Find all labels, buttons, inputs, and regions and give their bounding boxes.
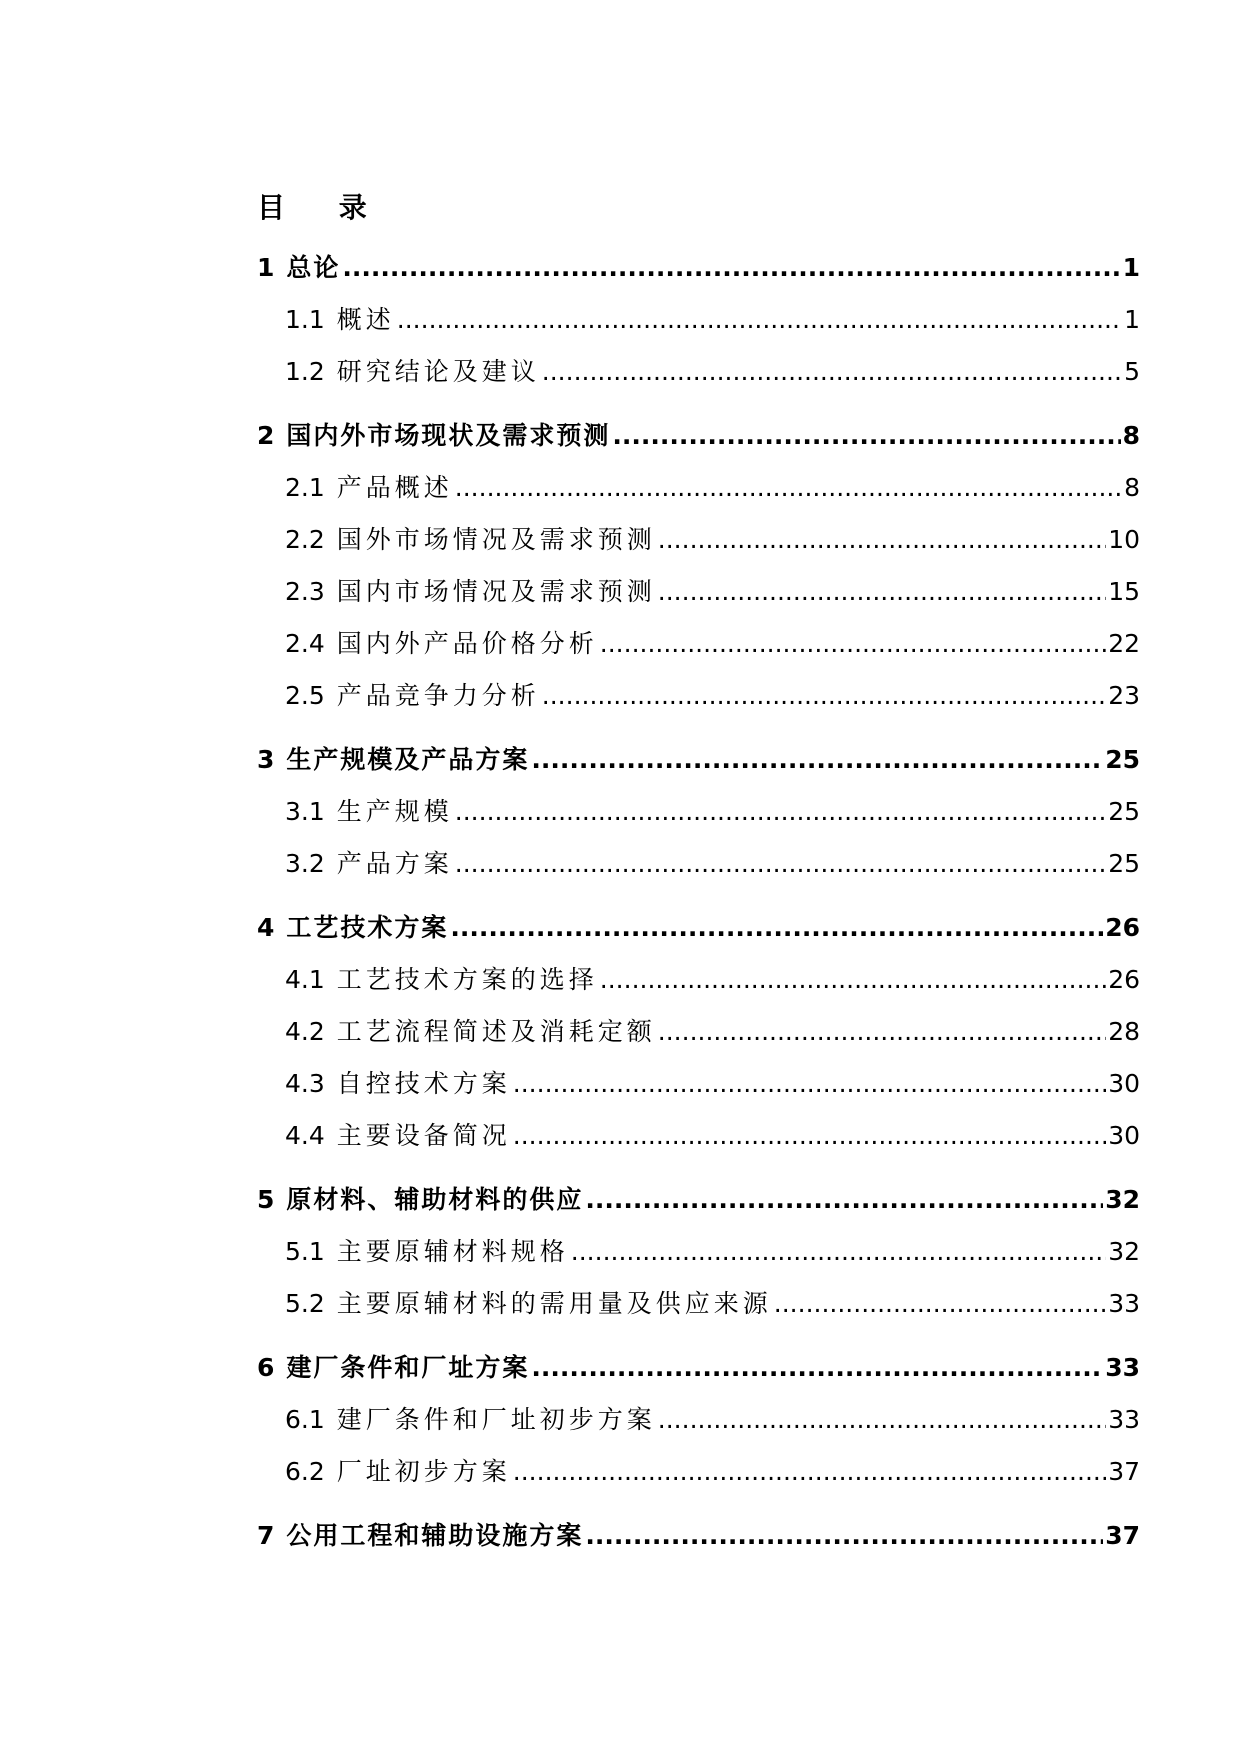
toc-page-number: 30	[1108, 1121, 1140, 1150]
toc-section-2-4[interactable]	[285, 626, 1140, 662]
toc-section-2-2[interactable]	[285, 522, 1140, 558]
toc-page-number: 22	[1108, 629, 1140, 658]
toc-text: 主要原辅材料的需用量及供应来源	[336, 1289, 772, 1318]
toc-leader-dots	[600, 626, 1106, 662]
toc-leader-dots	[513, 1454, 1106, 1490]
toc-chapter-4[interactable]	[257, 910, 1140, 946]
toc-section-1-1[interactable]	[285, 302, 1140, 338]
toc-number: 2.3	[285, 577, 325, 606]
toc-text: 产品概述	[336, 473, 453, 502]
toc-leader-dots	[531, 1350, 1103, 1386]
toc-number: 5.2	[285, 1289, 325, 1318]
toc-text: 公用工程和辅助设施方案	[286, 1521, 584, 1550]
toc-number: 4.3	[285, 1069, 325, 1098]
toc-page-number: 8	[1124, 473, 1140, 502]
toc-text: 生产规模	[336, 797, 453, 826]
toc-number: 1.1	[285, 305, 325, 334]
toc-text: 产品竞争力分析	[336, 681, 540, 710]
toc-page-number: 30	[1108, 1069, 1140, 1098]
toc-number: 5	[257, 1185, 275, 1214]
toc-chapter-2[interactable]	[257, 418, 1140, 454]
toc-number: 6	[257, 1353, 275, 1382]
toc-page-number: 1	[1124, 305, 1140, 334]
toc-page-number: 37	[1108, 1457, 1140, 1486]
toc-number: 6.2	[285, 1457, 325, 1486]
toc-text: 工艺技术方案	[286, 913, 449, 942]
toc-section-2-1[interactable]	[285, 470, 1140, 506]
toc-chapter-7[interactable]	[257, 1518, 1140, 1554]
toc-leader-dots	[542, 678, 1106, 714]
toc-section-4-3[interactable]	[285, 1066, 1140, 1102]
toc-page-number: 25	[1108, 849, 1140, 878]
toc-page-number: 5	[1124, 357, 1140, 386]
toc-chapter-5[interactable]	[257, 1182, 1140, 1218]
toc-text: 国内市场情况及需求预测	[336, 577, 656, 606]
toc-text: 国内外产品价格分析	[336, 629, 598, 658]
toc-section-4-4[interactable]	[285, 1118, 1140, 1154]
toc-section-5-1[interactable]	[285, 1234, 1140, 1270]
toc-number: 2.4	[285, 629, 325, 658]
toc-section-1-2[interactable]	[285, 354, 1140, 390]
toc-page-number: 33	[1105, 1353, 1140, 1382]
toc-number: 2.1	[285, 473, 325, 502]
toc-number: 2.5	[285, 681, 325, 710]
toc-title: 目 录	[257, 191, 389, 224]
toc-text: 原材料、辅助材料的供应	[286, 1185, 584, 1214]
toc-text: 厂址初步方案	[336, 1457, 511, 1486]
toc-text: 主要设备简况	[336, 1121, 511, 1150]
toc-number: 4.4	[285, 1121, 325, 1150]
toc-leader-dots	[450, 910, 1103, 946]
toc-section-3-1[interactable]	[285, 794, 1140, 830]
toc-text: 自控技术方案	[336, 1069, 511, 1098]
toc-page-number: 37	[1105, 1521, 1140, 1550]
toc-number: 1.2	[285, 357, 325, 386]
toc-chapter-1[interactable]	[257, 250, 1140, 286]
toc-page-number: 25	[1108, 797, 1140, 826]
toc-leader-dots	[542, 354, 1122, 390]
toc-section-5-2[interactable]	[285, 1286, 1140, 1322]
toc-page-number: 8	[1122, 421, 1140, 450]
toc-leader-dots	[658, 1014, 1106, 1050]
toc-page-number: 10	[1108, 525, 1140, 554]
toc-leader-dots	[531, 742, 1103, 778]
toc-page-number: 23	[1108, 681, 1140, 710]
toc-section-2-5[interactable]	[285, 678, 1140, 714]
toc-text: 工艺流程简述及消耗定额	[336, 1017, 656, 1046]
toc-leader-dots	[513, 1118, 1106, 1154]
toc-number: 3	[257, 745, 275, 774]
toc-text: 主要原辅材料规格	[336, 1237, 569, 1266]
toc-text: 建厂条件和厂址初步方案	[336, 1405, 656, 1434]
toc-text: 研究结论及建议	[336, 357, 540, 386]
toc-number: 4	[257, 913, 275, 942]
toc-page-number: 15	[1108, 577, 1140, 606]
toc-page-number: 33	[1108, 1405, 1140, 1434]
toc-number: 6.1	[285, 1405, 325, 1434]
toc-text: 生产规模及产品方案	[286, 745, 530, 774]
toc-page-number: 28	[1108, 1017, 1140, 1046]
toc-text: 产品方案	[336, 849, 453, 878]
toc-section-4-2[interactable]	[285, 1014, 1140, 1050]
toc-leader-dots	[455, 794, 1106, 830]
toc-number: 5.1	[285, 1237, 325, 1266]
toc-chapter-3[interactable]	[257, 742, 1140, 778]
toc-number: 2.2	[285, 525, 325, 554]
toc-leader-dots	[658, 1402, 1106, 1438]
toc-page-number: 32	[1105, 1185, 1140, 1214]
toc-page-number: 26	[1108, 965, 1140, 994]
toc-page-number: 32	[1108, 1237, 1140, 1266]
toc-page-number: 33	[1108, 1289, 1140, 1318]
toc-page-number: 26	[1105, 913, 1140, 942]
toc-number: 3.1	[285, 797, 325, 826]
toc-leader-dots	[585, 1182, 1103, 1218]
toc-leader-dots	[585, 1518, 1103, 1554]
toc-text: 概述	[336, 305, 395, 334]
toc-number: 7	[257, 1521, 275, 1550]
toc-text: 工艺技术方案的选择	[336, 965, 598, 994]
toc-chapter-6[interactable]	[257, 1350, 1140, 1386]
toc-text: 建厂条件和厂址方案	[286, 1353, 530, 1382]
toc-section-3-2[interactable]	[285, 846, 1140, 882]
toc-text: 总论	[286, 253, 341, 282]
toc-page-number: 1	[1122, 253, 1140, 282]
toc-number: 1	[257, 253, 275, 282]
toc-leader-dots	[774, 1286, 1106, 1322]
toc-leader-dots	[455, 846, 1106, 882]
toc-leader-dots	[600, 962, 1106, 998]
toc-number: 2	[257, 421, 275, 450]
toc-leader-dots	[612, 418, 1120, 454]
toc-leader-dots	[658, 574, 1106, 610]
toc-leader-dots	[658, 522, 1106, 558]
toc-number: 4.1	[285, 965, 325, 994]
toc-section-6-1[interactable]	[285, 1402, 1140, 1438]
toc-leader-dots	[571, 1234, 1106, 1270]
toc-text: 国外市场情况及需求预测	[336, 525, 656, 554]
toc-leader-dots	[397, 302, 1122, 338]
toc-text: 国内外市场现状及需求预测	[286, 421, 611, 450]
toc-leader-dots	[342, 250, 1120, 286]
toc-number: 4.2	[285, 1017, 325, 1046]
toc-page-number: 25	[1105, 745, 1140, 774]
toc-leader-dots	[513, 1066, 1106, 1102]
toc-number: 3.2	[285, 849, 325, 878]
toc-section-4-1[interactable]	[285, 962, 1140, 998]
toc-section-2-3[interactable]	[285, 574, 1140, 610]
toc-leader-dots	[455, 470, 1122, 506]
toc-section-6-2[interactable]	[285, 1454, 1140, 1490]
